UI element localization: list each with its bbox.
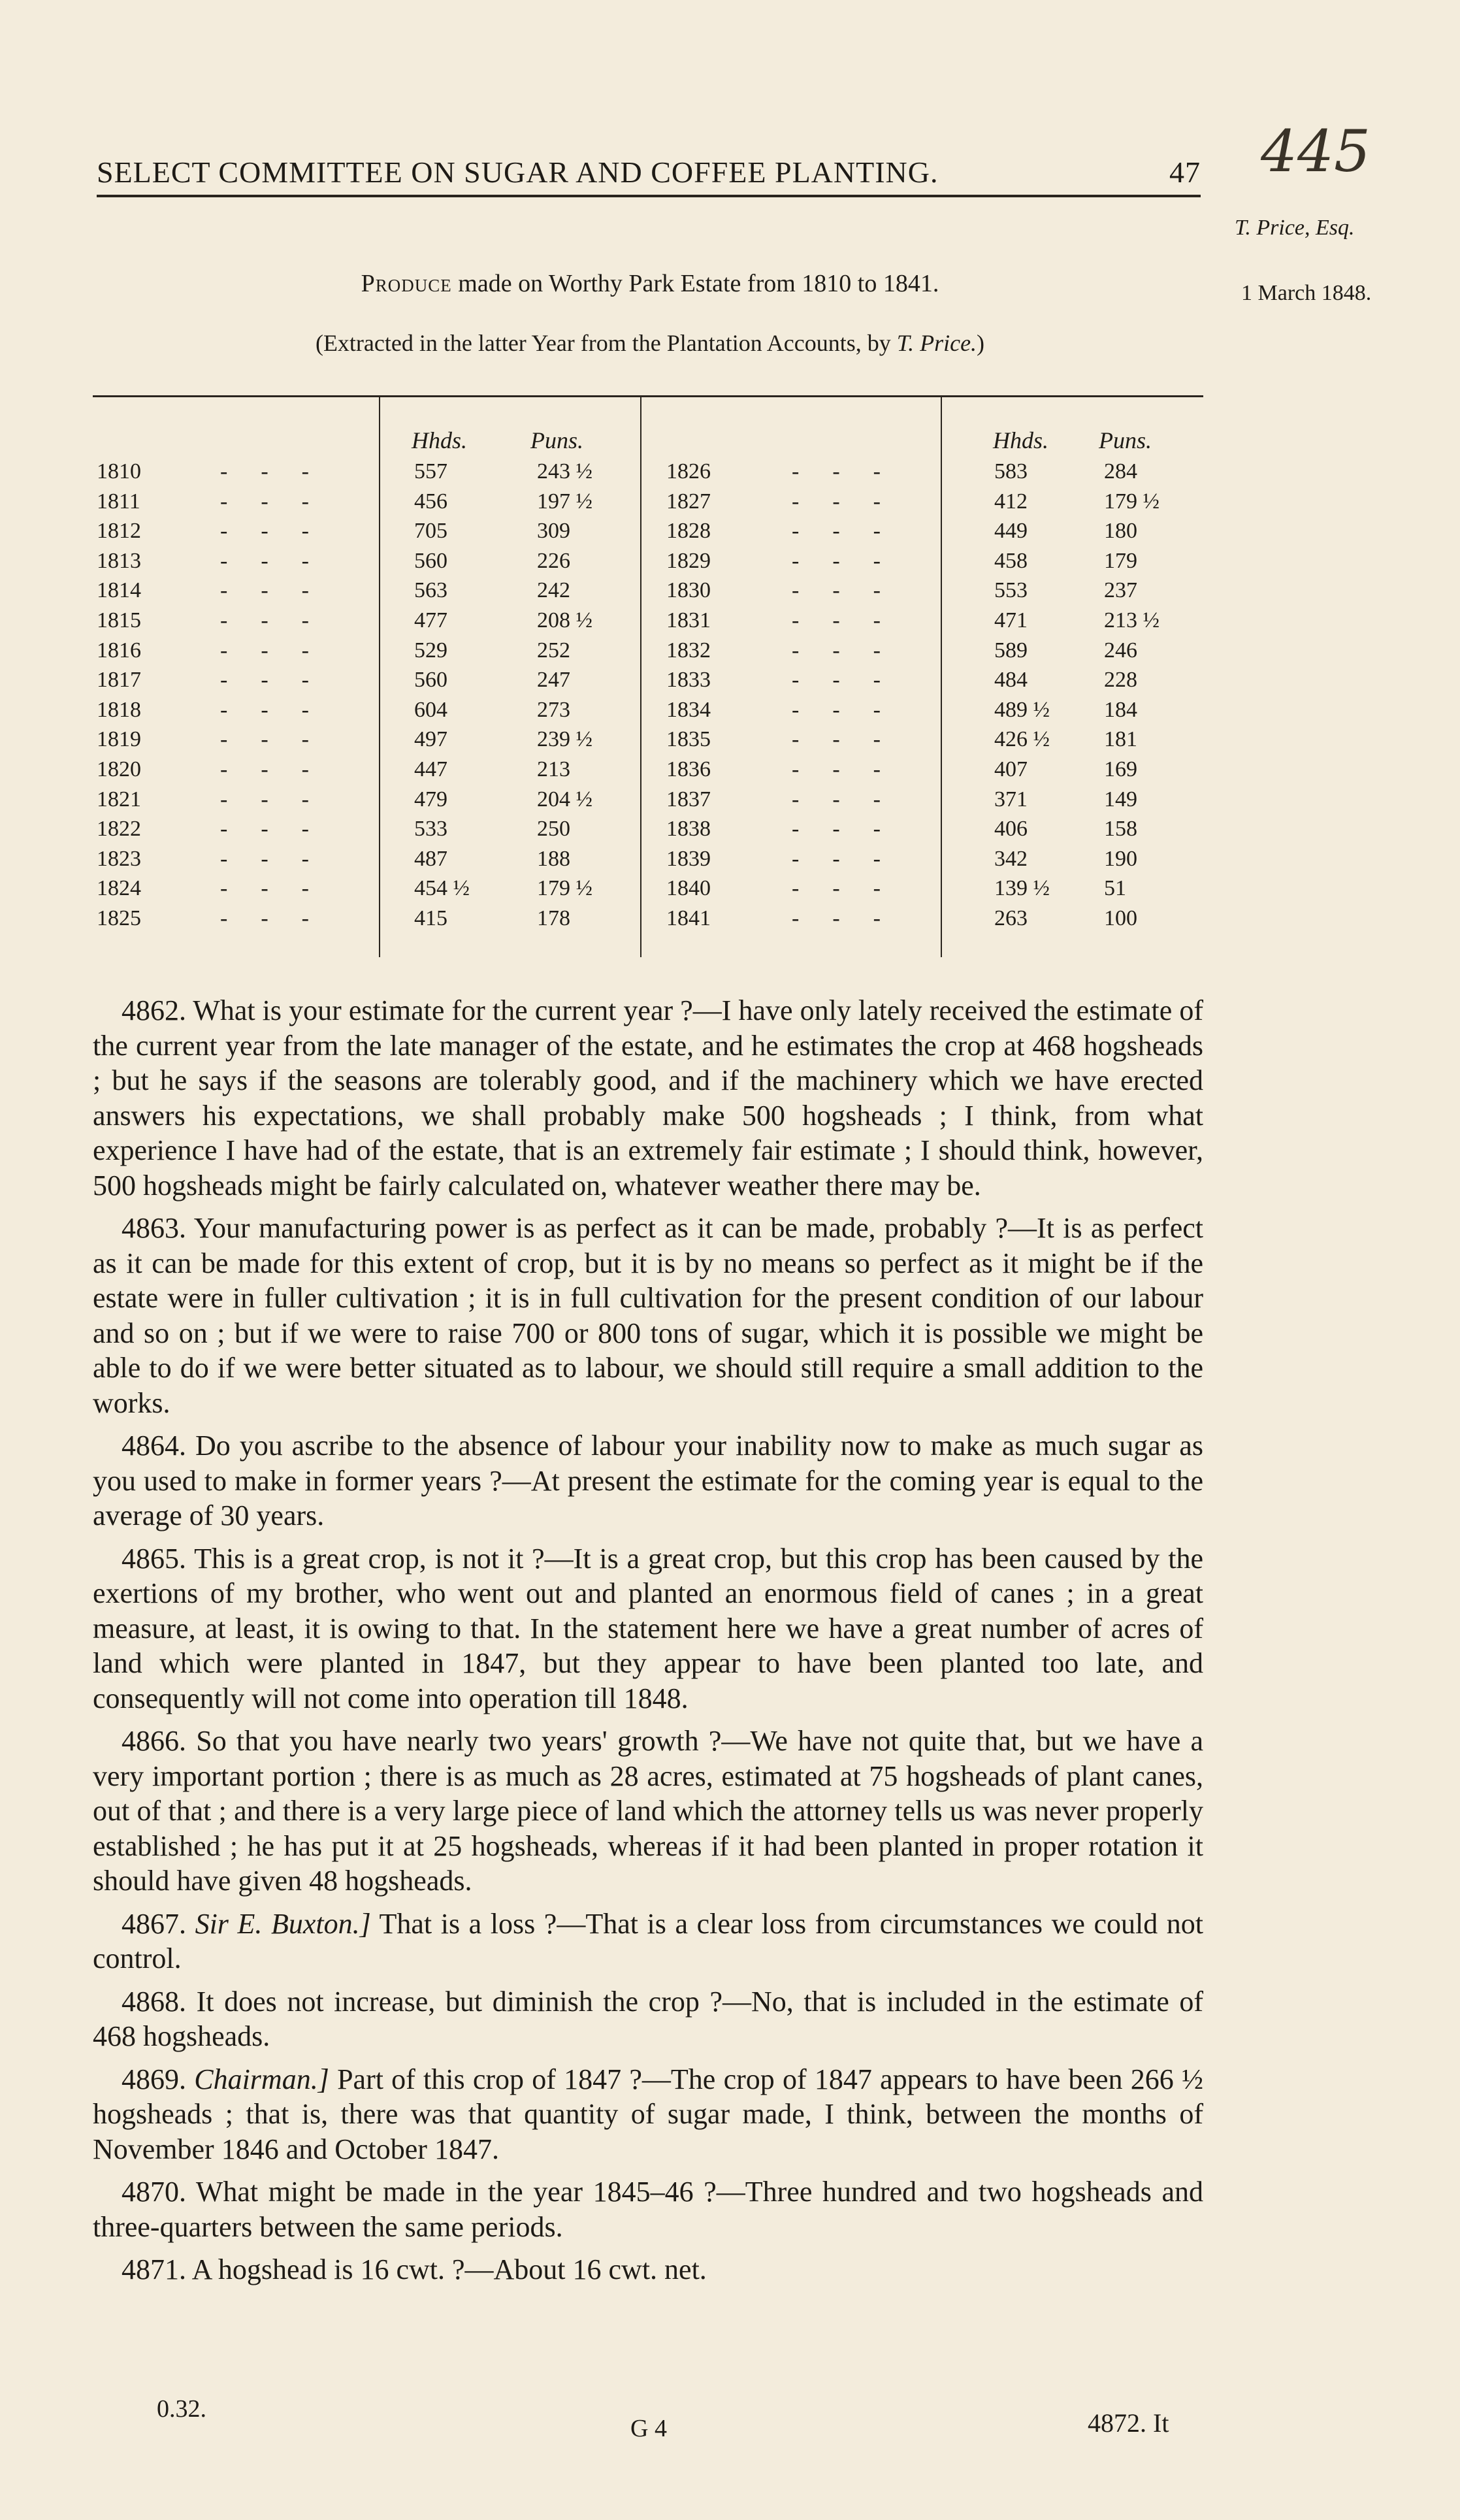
year-cell: 1829 — [666, 548, 711, 573]
table-title-caps: Produce — [361, 270, 452, 297]
hhds-cell: 589 — [994, 638, 1028, 663]
hhds-cell: 583 — [994, 459, 1028, 483]
puns-cell: 100 — [1104, 906, 1137, 930]
leader-dashes: - - - — [792, 876, 881, 901]
speaker-name: Sir E. Buxton.] — [195, 1907, 371, 1940]
year-cell: 1816 — [97, 638, 141, 663]
year-cell: 1810 — [97, 459, 141, 483]
table-row — [93, 519, 1203, 549]
leader-dashes: - - - — [220, 697, 309, 722]
question-number: 4866. — [122, 1725, 186, 1757]
puns-cell: 149 — [1104, 787, 1137, 811]
question-number: 4863. — [122, 1212, 186, 1244]
puns-cell: 213 ½ — [1104, 608, 1160, 632]
paragraph-text: Part of this crop of 1847 ?—The crop of 1847 appears to have been 266 ½ hogsheads ; that is, there was that quantity of sugar made, I think, between the months of November 1846 and October 1847. — [93, 2063, 1203, 2165]
hhds-cell: 371 — [994, 787, 1028, 811]
year-cell: 1838 — [666, 817, 711, 842]
col-header-hhds: Hhds. — [993, 427, 1049, 453]
puns-cell: 213 — [537, 757, 570, 781]
puns-cell: 51 — [1104, 876, 1126, 901]
speaker-name: Chairman.] — [194, 2063, 329, 2095]
table-row — [93, 787, 1203, 817]
puns-cell: 180 — [1104, 519, 1137, 544]
table-subtitle-b: ) — [977, 330, 985, 356]
hhds-cell: 560 — [414, 548, 447, 573]
year-cell: 1832 — [666, 638, 711, 663]
evidence-paragraph — [93, 1724, 1203, 1899]
year-cell: 1820 — [97, 757, 141, 781]
puns-cell: 184 — [1104, 697, 1137, 722]
table-row — [93, 847, 1203, 877]
table-row — [93, 698, 1203, 728]
leader-dashes: - - - — [792, 578, 881, 603]
question-number: 4862. — [122, 994, 186, 1026]
year-cell: 1824 — [97, 876, 141, 901]
question-number: 4870. — [122, 2176, 186, 2208]
hhds-cell: 412 — [994, 489, 1028, 514]
evidence-paragraph — [93, 1906, 1203, 1976]
paragraph-text: What is your estimate for the current year ?—I have only lately received the estimate of the current year from the late manager of the estate, and he estimates the crop at 468 hogsheads ; but he says if the seasons are tolerably good, and if the machinery which we have erected answers his expectations, we shall probably make 500 hogsheads ; I think, from what experience I have had of the estate, that is an extremely fair estimate ; I should think, however, 500 hogsheads might be fairly calculated on, whatever weather there may be. — [93, 994, 1203, 1202]
year-cell: 1815 — [97, 608, 141, 632]
puns-cell: 179 ½ — [537, 876, 592, 901]
col-header-puns: Puns. — [530, 427, 583, 453]
leader-dashes: - - - — [220, 846, 309, 871]
year-cell: 1830 — [666, 578, 711, 603]
question-number: 4868. — [122, 1985, 186, 2018]
footer-catchword: 4872. It — [1088, 2408, 1169, 2438]
year-cell: 1822 — [97, 817, 141, 842]
hhds-cell: 415 — [414, 906, 447, 930]
evidence-paragraph — [93, 1541, 1203, 1716]
puns-cell: 181 — [1104, 727, 1137, 752]
evidence-paragraph — [93, 1211, 1203, 1420]
hhds-cell: 407 — [994, 757, 1028, 781]
year-cell: 1821 — [97, 787, 141, 811]
hhds-cell: 458 — [994, 548, 1028, 573]
table-subtitle-a: (Extracted in the latter Year from the Plantation Accounts, by — [315, 330, 897, 356]
year-cell: 1833 — [666, 668, 711, 693]
leader-dashes: - - - — [792, 489, 881, 514]
hhds-cell: 477 — [414, 608, 447, 632]
year-cell: 1840 — [666, 876, 711, 901]
table-row — [93, 638, 1203, 668]
puns-cell: 188 — [537, 846, 570, 871]
paragraph-text: What might be made in the year 1845–46 ?—Three hundred and two hogsheads and three-quarters between the same periods. — [93, 2176, 1203, 2243]
puns-cell: 179 — [1104, 548, 1137, 573]
hhds-cell: 447 — [414, 757, 447, 781]
paragraph-text: A hogshead is 16 cwt. ?—About 16 cwt. net. — [191, 2253, 707, 2285]
footer-sessional-number: 0.32. — [157, 2395, 206, 2423]
year-cell: 1841 — [666, 906, 711, 930]
hhds-cell: 426 ½ — [994, 727, 1050, 752]
leader-dashes: - - - — [220, 638, 309, 663]
puns-cell: 190 — [1104, 846, 1137, 871]
table-title — [98, 269, 1202, 298]
table-subtitle-name: T. Price. — [896, 330, 977, 356]
leader-dashes: - - - — [220, 727, 309, 752]
puns-cell: 226 — [537, 548, 570, 573]
margin-witness-name: T. Price, Esq. — [1235, 216, 1355, 240]
year-cell: 1817 — [97, 668, 141, 693]
table-row — [93, 668, 1203, 698]
year-cell: 1823 — [97, 846, 141, 871]
leader-dashes: - - - — [792, 638, 881, 663]
hhds-cell: 471 — [994, 608, 1028, 632]
leader-dashes: - - - — [792, 727, 881, 752]
puns-cell: 252 — [537, 638, 570, 663]
table-row — [93, 549, 1203, 579]
hhds-cell: 406 — [994, 817, 1028, 842]
year-cell: 1839 — [666, 846, 711, 871]
paragraph-text: That is a loss ?—That is a clear loss from circumstances we could not control. — [93, 1907, 1204, 1974]
paragraph-text: Your manufacturing power is as perfect as it can be made, probably ?—It is as perfect as it can be made for this extent of crop, but it is by no means so perfect as it might be if the estate were in fuller cultivation ; it is in full cultivation for the present condition of our labour and so on ; but if we were to raise 700 or 800 tons of sugar, which it is possible we might be able to do if we were better situated as to labour, we should still require a small addition to the works. — [93, 1212, 1203, 1419]
puns-cell: 228 — [1104, 668, 1137, 693]
header-title: SELECT COMMITTEE ON SUGAR AND COFFEE PLANTING. — [97, 155, 939, 189]
table-row — [93, 817, 1203, 847]
puns-cell: 178 — [537, 906, 570, 930]
puns-cell: 273 — [537, 697, 570, 722]
year-cell: 1831 — [666, 608, 711, 632]
col-header-hhds: Hhds. — [412, 427, 468, 453]
hhds-cell: 563 — [414, 578, 447, 603]
year-cell: 1814 — [97, 578, 141, 603]
table-row — [93, 608, 1203, 638]
paragraph-text: It does not increase, but diminish the crop ?—No, that is included in the estimate of 468 hogsheads. — [93, 1985, 1204, 2052]
evidence-paragraph — [93, 1984, 1203, 2054]
leader-dashes: - - - — [220, 578, 309, 603]
table-row — [93, 906, 1203, 936]
leader-dashes: - - - — [792, 757, 881, 781]
leader-dashes: - - - — [220, 489, 309, 514]
table-row — [93, 757, 1203, 787]
paragraph-text: This is a great crop, is not it ?—It is a great crop, but this crop has been caused by the exertions of my brother, who went out and planted an enormous field of canes ; in a great measure, at least, it is owing to that. In the statement here we have a great number of acres of land which were planted in 1847, but they appear to have been planted too late, and consequently will not come into operation till 1848. — [93, 1542, 1203, 1714]
leader-dashes: - - - — [220, 787, 309, 811]
leader-dashes: - - - — [220, 459, 309, 483]
leader-dashes: - - - — [220, 548, 309, 573]
hhds-cell: 454 ½ — [414, 876, 470, 901]
puns-cell: 179 ½ — [1104, 489, 1160, 514]
paragraph-text: So that you have nearly two years' growth ?—We have not quite that, but we have a very important portion ; there is as much as 28 acres, estimated at 75 hogsheads of plant canes, out of that ; and there is a very large piece of land which the attorney tells us was never properly established ; he has put it at 25 hogsheads, whereas if it had been planted in proper rotation it should have given 48 hogsheads. — [93, 1725, 1203, 1897]
col-header-puns: Puns. — [1099, 427, 1152, 453]
leader-dashes: - - - — [220, 668, 309, 693]
footer-signature-mark: G 4 — [630, 2415, 667, 2442]
leader-dashes: - - - — [792, 668, 881, 693]
table-row — [93, 578, 1203, 608]
puns-cell: 284 — [1104, 459, 1137, 483]
hhds-cell: 560 — [414, 668, 447, 693]
year-cell: 1828 — [666, 519, 711, 544]
leader-dashes: - - - — [792, 906, 881, 930]
puns-cell: 239 ½ — [537, 727, 592, 752]
hhds-cell: 479 — [414, 787, 447, 811]
puns-cell: 204 ½ — [537, 787, 592, 811]
evidence-paragraph — [93, 2252, 1203, 2287]
question-number: 4871. — [122, 2253, 186, 2285]
leader-dashes: - - - — [220, 817, 309, 842]
year-cell: 1834 — [666, 697, 711, 722]
hhds-cell: 553 — [994, 578, 1028, 603]
hhds-cell: 484 — [994, 668, 1028, 693]
leader-dashes: - - - — [220, 519, 309, 544]
leader-dashes: - - - — [792, 519, 881, 544]
puns-cell: 243 ½ — [537, 459, 592, 483]
question-number: 4865. — [122, 1542, 186, 1575]
leader-dashes: - - - — [792, 459, 881, 483]
hhds-cell: 533 — [414, 817, 447, 842]
question-number: 4867. — [122, 1907, 186, 1940]
year-cell: 1825 — [97, 906, 141, 930]
year-cell: 1835 — [666, 727, 711, 752]
table-title-rest: made on Worthy Park Estate from 1810 to 1841. — [451, 270, 939, 297]
question-number: 4869. — [122, 2063, 186, 2095]
leader-dashes: - - - — [792, 697, 881, 722]
question-number: 4864. — [122, 1430, 186, 1462]
hhds-cell: 529 — [414, 638, 447, 663]
header-rule — [97, 195, 1201, 197]
table-row — [93, 489, 1203, 519]
leader-dashes: - - - — [220, 757, 309, 781]
table-row — [93, 727, 1203, 757]
puns-cell: 247 — [537, 668, 570, 693]
year-cell: 1811 — [97, 489, 140, 514]
puns-cell: 158 — [1104, 817, 1137, 842]
evidence-paragraph — [93, 2062, 1203, 2167]
table-subtitle — [98, 329, 1202, 357]
hhds-cell: 342 — [994, 846, 1028, 871]
evidence-paragraph — [93, 2174, 1203, 2244]
year-cell: 1827 — [666, 489, 711, 514]
leader-dashes: - - - — [792, 846, 881, 871]
leader-dashes: - - - — [792, 817, 881, 842]
hhds-cell: 705 — [414, 519, 447, 544]
year-cell: 1836 — [666, 757, 711, 781]
year-cell: 1818 — [97, 697, 141, 722]
evidence-paragraph — [93, 993, 1203, 1203]
hhds-cell: 263 — [994, 906, 1028, 930]
table-row — [93, 459, 1203, 489]
year-cell: 1837 — [666, 787, 711, 811]
puns-cell: 309 — [537, 519, 570, 544]
year-cell: 1826 — [666, 459, 711, 483]
hhds-cell: 456 — [414, 489, 447, 514]
year-cell: 1813 — [97, 548, 141, 573]
hhds-cell: 557 — [414, 459, 447, 483]
puns-cell: 237 — [1104, 578, 1137, 603]
evidence-paragraphs — [93, 993, 1203, 2295]
produce-table — [93, 395, 1203, 965]
puns-cell: 242 — [537, 578, 570, 603]
evidence-paragraph — [93, 1428, 1203, 1533]
paragraph-text: Do you ascribe to the absence of labour your inability now to make as much sugar as you used to make in former years ?—At present the estimate for the coming year is equal to the average of 30 years. — [93, 1430, 1204, 1531]
leader-dashes: - - - — [220, 876, 309, 901]
hhds-cell: 604 — [414, 697, 447, 722]
leader-dashes: - - - — [220, 906, 309, 930]
hhds-cell: 139 ½ — [994, 876, 1050, 901]
leader-dashes: - - - — [220, 608, 309, 632]
table-row — [93, 876, 1203, 906]
year-cell: 1819 — [97, 727, 141, 752]
puns-cell: 246 — [1104, 638, 1137, 663]
leader-dashes: - - - — [792, 548, 881, 573]
page-number: 47 — [1169, 155, 1201, 189]
margin-date: 1 March 1848. — [1241, 281, 1372, 305]
puns-cell: 208 ½ — [537, 608, 592, 632]
hhds-cell: 497 — [414, 727, 447, 752]
hhds-cell: 489 ½ — [994, 697, 1050, 722]
puns-cell: 250 — [537, 817, 570, 842]
hhds-cell: 449 — [994, 519, 1028, 544]
puns-cell: 169 — [1104, 757, 1137, 781]
leader-dashes: - - - — [792, 787, 881, 811]
year-cell: 1812 — [97, 519, 141, 544]
handwritten-folio-number: 445 — [1261, 118, 1371, 185]
running-header — [97, 129, 1201, 189]
table-top-rule — [93, 395, 1203, 397]
puns-cell: 197 ½ — [537, 489, 592, 514]
leader-dashes: - - - — [792, 608, 881, 632]
hhds-cell: 487 — [414, 846, 447, 871]
